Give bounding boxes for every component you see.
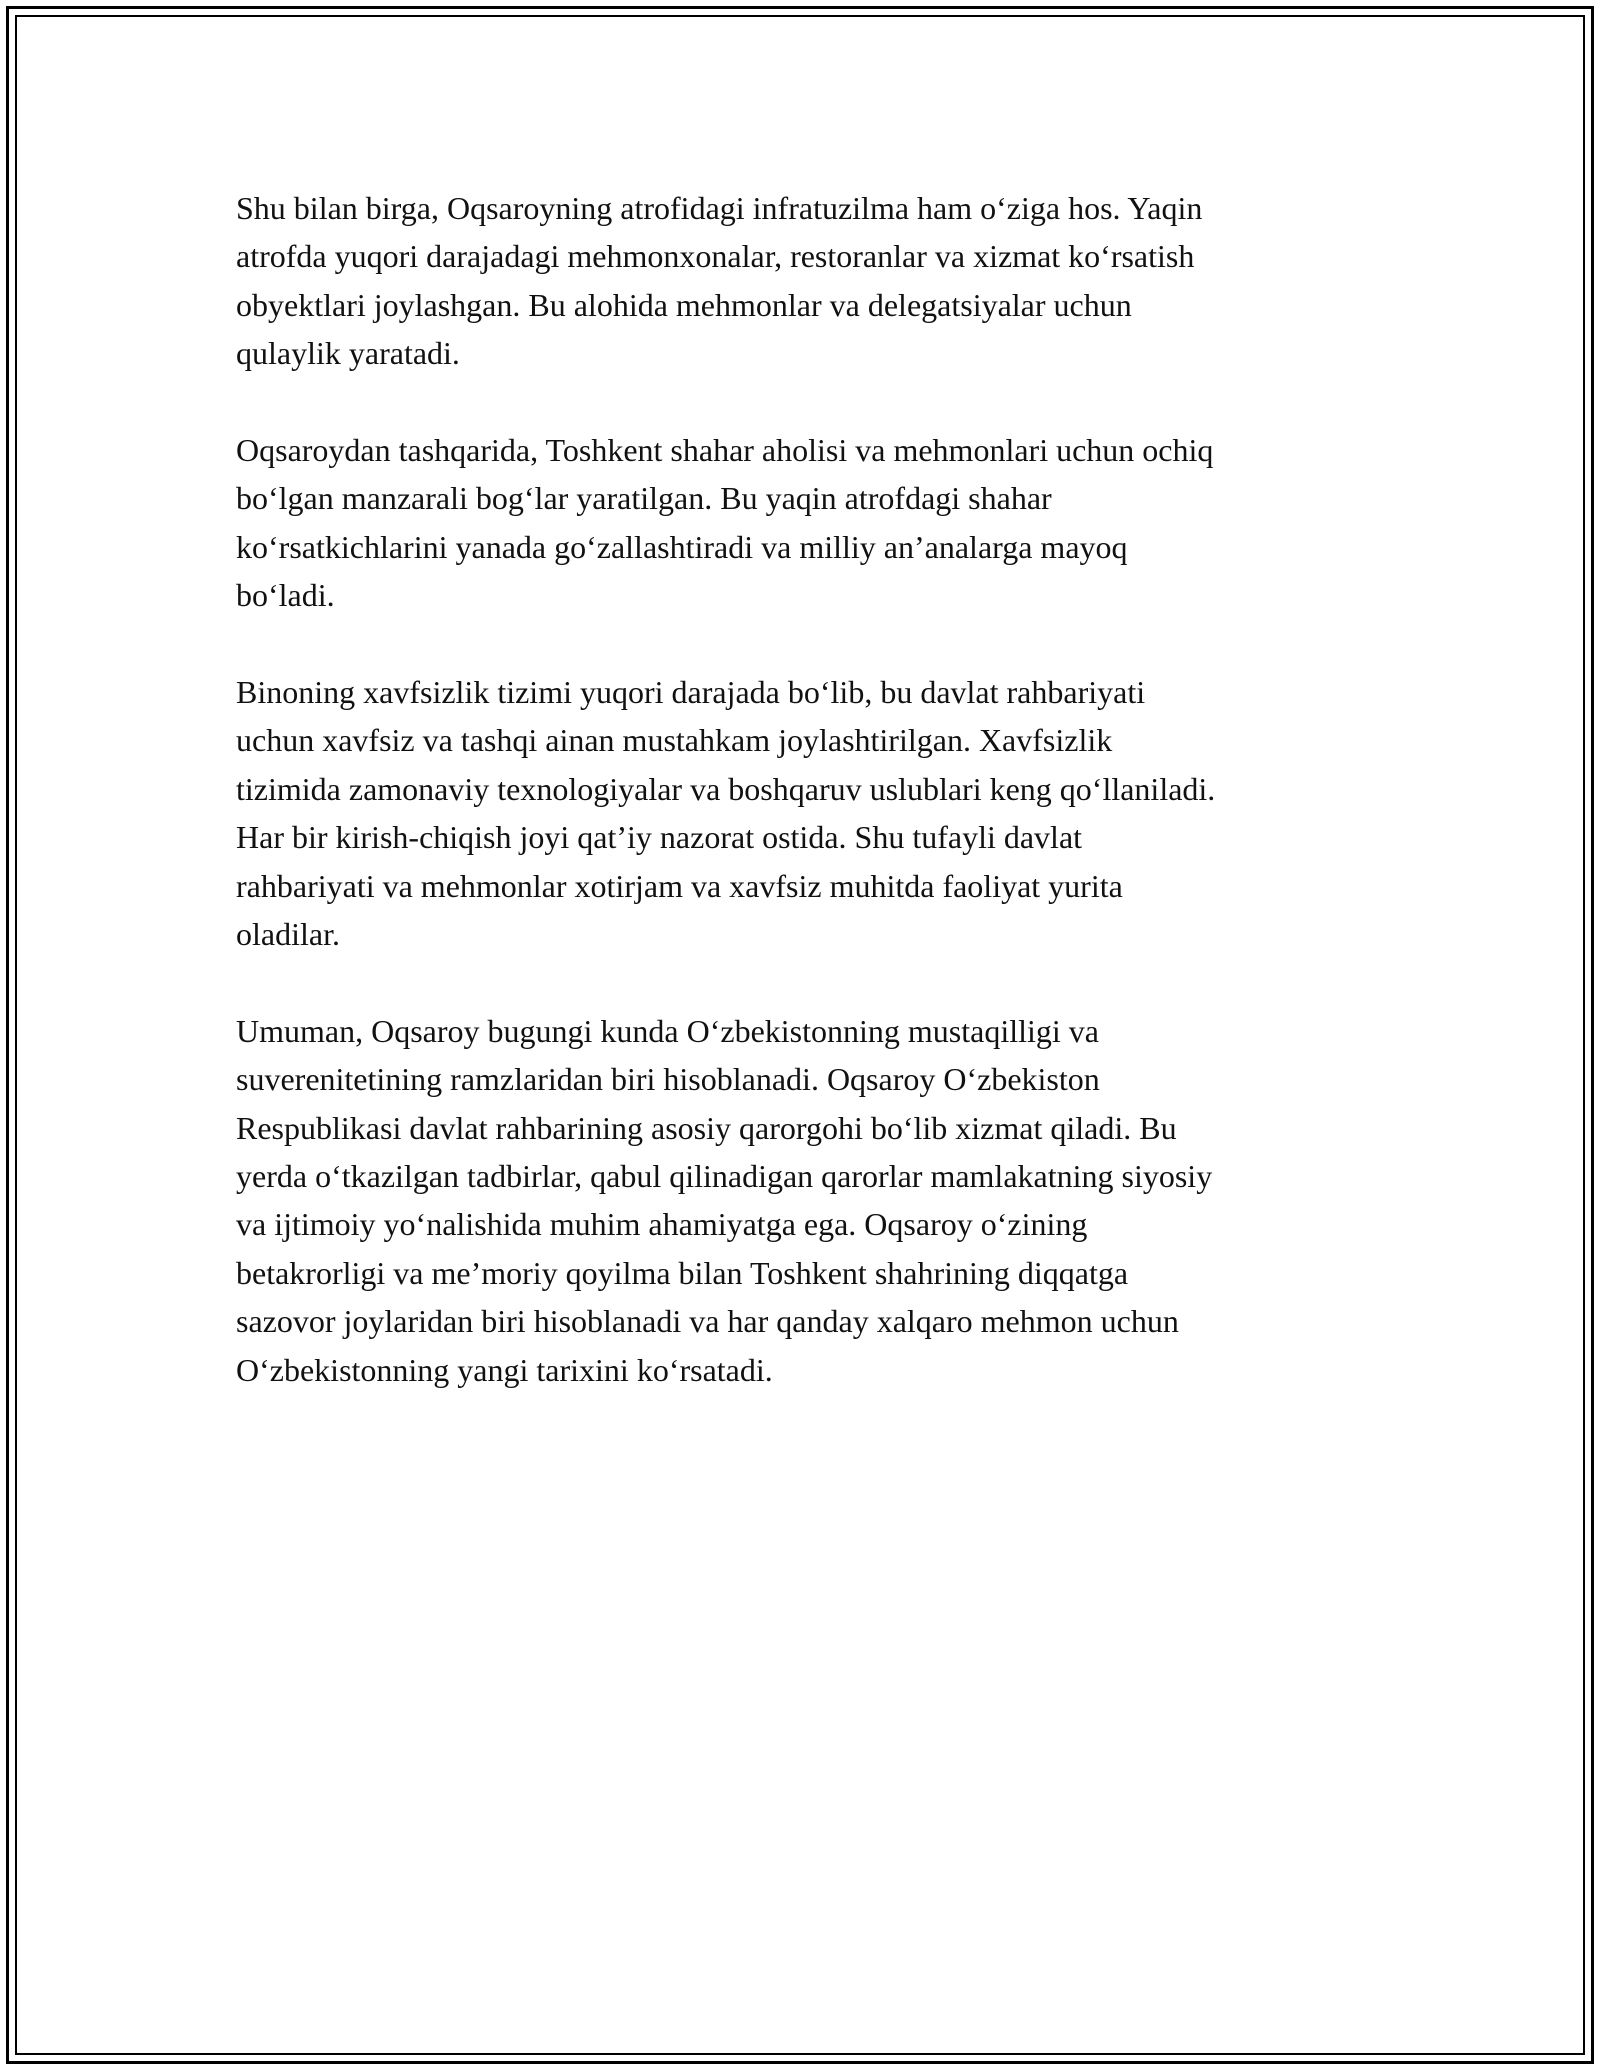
text-line: Respublikasi davlat rahbarining asosiy qarorgohi bo‘lib xizmat qiladi. Bu (236, 1109, 1177, 1146)
text-line: Shu bilan birga, Oqsaroyning atrofidagi infratuzilma ham o‘ziga hos. Yaqin (236, 190, 1203, 226)
paragraph-conclusion (236, 1007, 1376, 1394)
paragraph-gardens (236, 426, 1376, 620)
paragraph-security (236, 668, 1376, 958)
text-line: rahbariyati va mehmonlar xotirjam va xavfsiz muhitda faoliyat yurita (236, 867, 1123, 904)
text-line: suverenitetining ramzlaridan biri hisoblanadi. Oqsaroy O‘zbekiston (236, 1061, 1100, 1098)
text-line: oladilar. (236, 916, 340, 953)
text-line: va ijtimoiy yo‘nalishida muhim ahamiyatga ega. Oqsaroy o‘zining (236, 1206, 1088, 1243)
paragraph-infrastructure (236, 184, 1376, 378)
text-line: Oqsaroydan tashqarida, Toshkent shahar aholisi va mehmonlari uchun ochiq (236, 432, 1214, 469)
text-line: Har bir kirish-chiqish joyi qat’iy nazorat ostida. Shu tufayli davlat (236, 819, 1083, 856)
text-line: betakrorligi va me’moriy qoyilma bilan Toshkent shahrining diqqatga (236, 1254, 1129, 1291)
text-line: atrofda yuqori darajadagi mehmonxonalar, restoranlar va xizmat ko‘rsatish (236, 238, 1195, 275)
text-line: uchun xavfsiz va tashqi ainan mustahkam joylashtirilgan. Xavfsizlik (236, 722, 1113, 759)
text-line: O‘zbekistonning yangi tarixini ko‘rsatadi. (236, 1351, 773, 1388)
text-line: obyektlari joylashgan. Bu alohida mehmonlar va delegatsiyalar uchun (236, 286, 1132, 323)
text-line: bo‘ladi. (236, 577, 335, 614)
text-line: Binoning xavfsizlik tizimi yuqori darajada bo‘lib, bu davlat rahbariyati (236, 674, 1146, 711)
text-line: tizimida zamonaviy texnologiyalar va boshqaruv uslublari keng qo‘llaniladi. (236, 770, 1216, 807)
text-line: yerda o‘tkazilgan tadbirlar, qabul qilinadigan qarorlar mamlakatning siyosiy (236, 1158, 1213, 1195)
text-line: qulaylik yaratadi. (236, 335, 460, 372)
text-line: Umuman, Oqsaroy bugungi kunda O‘zbekistonning mustaqilligi va (236, 1012, 1099, 1049)
text-line: sazovor joylaridan biri hisoblanadi va har qanday xalqaro mehmon uchun (236, 1303, 1179, 1340)
text-line: ko‘rsatkichlarini yanada go‘zallashtiradi va milliy an’analarga mayoq (236, 528, 1128, 565)
text-line: bo‘lgan manzarali bog‘lar yaratilgan. Bu yaqin atrofdagi shahar (236, 480, 1052, 517)
document-body (236, 184, 1376, 1443)
